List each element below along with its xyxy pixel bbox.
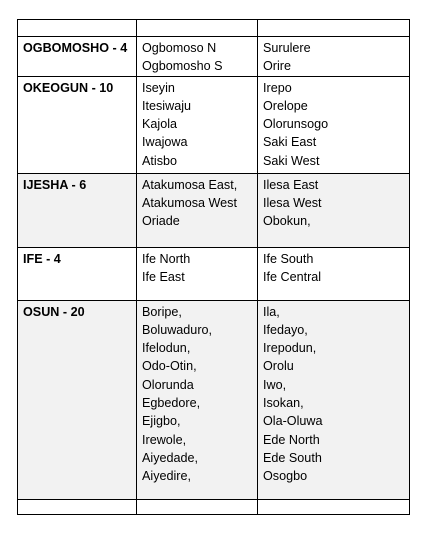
lga-name: Ifelodun,	[142, 341, 191, 356]
lga-list-a	[137, 76, 258, 173]
table-row-empty-top	[18, 20, 410, 37]
lga-name: Boripe,	[142, 304, 182, 319]
lga-name: Osogbo	[263, 469, 308, 484]
lga-name: Iwajowa	[142, 135, 188, 150]
lga-name: Itesiwaju	[142, 98, 191, 113]
lga-name: Saki East	[263, 135, 317, 150]
table-row-empty-bottom	[18, 499, 410, 514]
lga-list-a	[137, 300, 258, 499]
lga-name: Orelope	[263, 98, 308, 113]
lga-list-b	[258, 300, 410, 499]
lga-name: Iwo,	[263, 377, 287, 392]
lga-list-a	[137, 37, 258, 77]
table-cell	[258, 499, 410, 514]
lga-name: Atisbo	[142, 153, 178, 168]
lga-name: Ogbomosho S	[142, 59, 223, 74]
group-label: OGBOMOSHO - 4	[18, 37, 137, 77]
lga-list-b	[258, 247, 410, 300]
table-cell	[137, 20, 258, 37]
lga-list-b	[258, 173, 410, 247]
table-cell	[137, 499, 258, 514]
lga-name: Irepodun,	[263, 341, 317, 356]
table-row-okeogun	[18, 76, 410, 173]
lga-name: Olorunsogo	[263, 117, 329, 132]
lga-name: Egbedore,	[142, 396, 201, 411]
group-label: OSUN - 20	[18, 300, 137, 499]
lga-name: Kajola	[142, 117, 178, 132]
lga-list-a	[137, 173, 258, 247]
lga-name: Ede North	[263, 432, 320, 447]
lga-name: Oriade	[142, 214, 180, 229]
lga-name: Ifedayo,	[263, 322, 308, 337]
lga-name: Surulere	[263, 41, 311, 55]
lga-name: Ila,	[263, 304, 280, 319]
lga-name: Aiyedade,	[142, 450, 199, 465]
lga-name: Aiyedire,	[142, 469, 191, 484]
lga-list-a	[137, 247, 258, 300]
table-cell	[258, 20, 410, 37]
lga-name: Iseyin	[142, 80, 175, 95]
lga-name: Ejigbo,	[142, 414, 181, 429]
lga-name: Orolu	[263, 359, 294, 374]
table-row-osun	[18, 300, 410, 499]
lga-name: Irepo	[263, 80, 292, 95]
lga-name: Orire	[263, 59, 291, 74]
lga-name: Ogbomoso N	[142, 41, 217, 55]
lga-name: Ife Central	[263, 269, 322, 284]
table-row-ife	[18, 247, 410, 300]
lga-name: Obokun,	[263, 214, 311, 229]
lga-name: Ife South	[263, 251, 314, 266]
lga-name: Olorunda	[142, 377, 194, 392]
lga-name: Atakumosa West	[142, 195, 237, 210]
group-label: IJESHA - 6	[18, 173, 137, 247]
table-row-ijesha	[18, 173, 410, 247]
lga-name: Ola-Oluwa	[263, 414, 323, 429]
lga-name: Boluwaduro,	[142, 322, 213, 337]
lga-name: Saki West	[263, 153, 320, 168]
lga-name: Atakumosa East,	[142, 177, 238, 192]
lga-name: Ede South	[263, 450, 322, 465]
lga-name: Ilesa West	[263, 195, 322, 210]
lga-list-b	[258, 37, 410, 77]
lga-name: Ilesa East	[263, 177, 319, 192]
table-row-ogbomosho	[18, 37, 410, 77]
lga-name: Ife North	[142, 251, 191, 266]
table-cell	[18, 20, 137, 37]
lga-table	[17, 19, 410, 515]
group-label: OKEOGUN - 10	[18, 76, 137, 173]
lga-name: Irewole,	[142, 432, 187, 447]
table-cell	[18, 499, 137, 514]
group-label: IFE - 4	[18, 247, 137, 300]
lga-name: Odo-Otin,	[142, 359, 197, 374]
lga-name: Ife East	[142, 269, 185, 284]
lga-name: Isokan,	[263, 396, 304, 411]
lga-list-b	[258, 76, 410, 173]
